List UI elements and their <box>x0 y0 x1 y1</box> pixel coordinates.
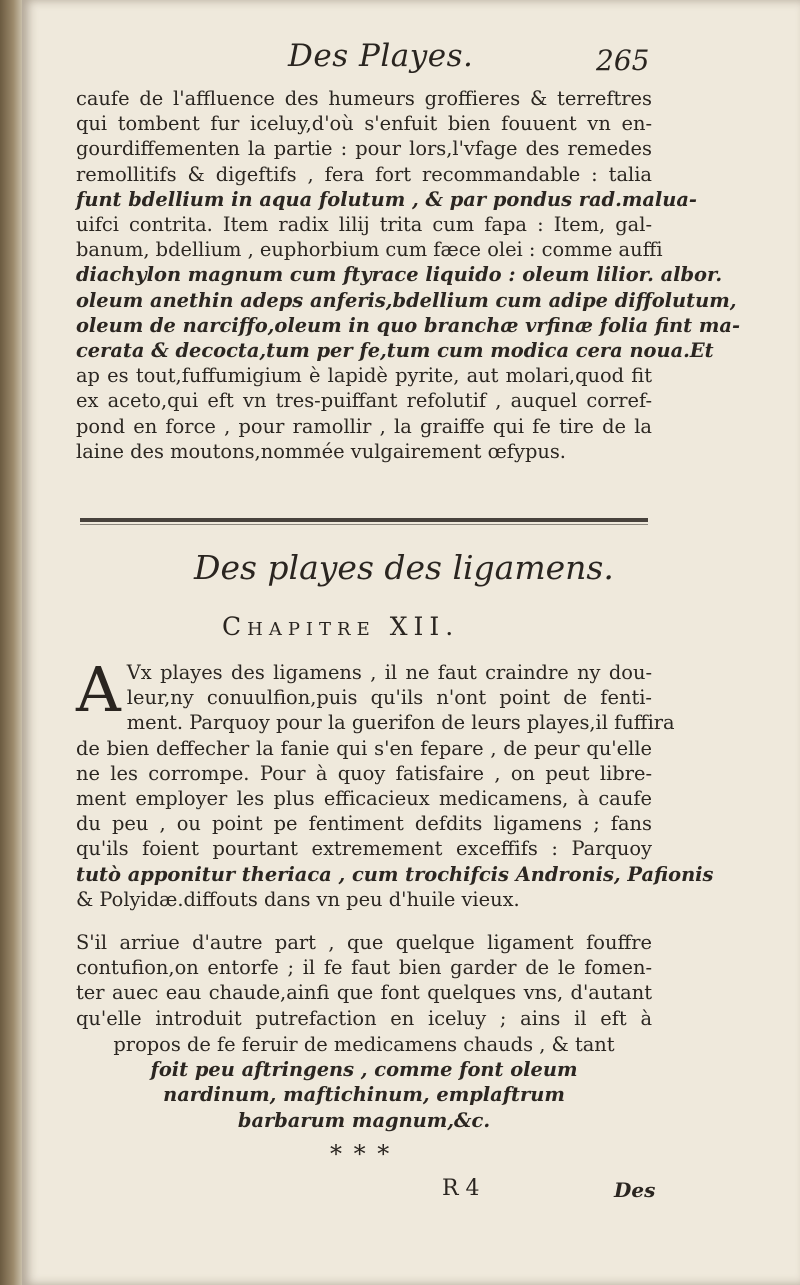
text-line: remollitifs & digeftifs , fera fort recommandable : talia <box>76 162 652 186</box>
text-line: nardinum, maftichinum, emplaftrum <box>163 1083 565 1107</box>
page-number: 265 <box>596 44 650 77</box>
text-line: banum, bdellium , euphorbium cum fæce olei : comme auffi <box>76 238 663 262</box>
paragraph-1 <box>76 86 740 464</box>
text-line: S'il arriue d'autre part , que quelque ligament fouffre <box>76 931 652 954</box>
drop-capital: A <box>76 653 121 726</box>
text-line: qu'elle introduit putrefaction en iceluy ; ains il eft à <box>76 1006 652 1030</box>
paragraph-2 <box>76 653 714 912</box>
text-line: ter auec eau chaude,ainfi que font quelques vns, d'autant <box>76 981 652 1005</box>
text-line: ap es tout,fuffumigium è lapidè pyrite, aut molari,quod fit <box>76 364 652 388</box>
asterism-ornament: * * * <box>330 1140 392 1168</box>
section-title: Des playes des ligamens. <box>194 548 614 587</box>
section-divider-rule <box>80 518 648 522</box>
text-line: tutò apponitur theriaca , cum trochifcis Andronis, Pafionis <box>76 862 714 886</box>
text-line: propos de fe feruir de medicamens chauds , & tant <box>113 1033 615 1056</box>
paragraph-3-tail <box>76 1032 652 1133</box>
text-line: ne les corrompe. Pour à quoy fatisfaire , on peut libre- <box>76 761 652 785</box>
text-line: barbarum magnum,&c. <box>237 1108 491 1132</box>
book-binding <box>0 0 22 1285</box>
signature-mark: R 4 <box>442 1176 480 1201</box>
text-line: contufion,on entorfe ; il fe faut bien garder de le fomen- <box>76 956 652 980</box>
running-head-title: Des Playes. <box>288 38 474 74</box>
text-line: qu'ils foient pourtant extremement exceffifs : Parquoy <box>76 837 652 861</box>
text-line: qui tombent fur iceluy,d'où s'enfuit bien fouuent vn en- <box>76 112 652 136</box>
text-line: cerata & decocta,tum per fe,tum cum modica cera noua.Et <box>76 339 714 363</box>
text-line: ment. Parquoy pour la guerifon de leurs playes,il fuffira <box>126 711 675 735</box>
text-line: funt bdellium in aqua folutum , & par pondus rad.malua- <box>76 187 697 211</box>
text-line: pond en force , pour ramollir , la graiffe qui fe tire de la <box>76 414 652 438</box>
text-line: leur,ny conuulfion,puis qu'ils n'ont point de fenti- <box>126 686 652 710</box>
text-line: de bien deffecher la fanie qui s'en fepare , de peur qu'elle <box>76 736 652 760</box>
text-line: Vx playes des ligamens , il ne faut craindre ny dou- <box>126 661 652 684</box>
text-line: foit peu aftringens , comme font oleum <box>150 1058 578 1082</box>
section-divider-hairline <box>80 524 648 525</box>
chapter-heading: Chapitre XII. <box>222 612 460 641</box>
text-line: & Polyidæ.diffouts dans vn peu d'huile vieux. <box>76 887 520 911</box>
text-line: diachylon magnum cum ftyrace liquido : oleum lilior. albor. <box>76 263 723 287</box>
text-line: uifci contrita. Item radix lilij trita cum fapa : Item, gal- <box>76 213 652 237</box>
text-line: gourdiffementen la partie : pour lors,l'vfage des remedes <box>76 137 652 161</box>
catchword: Des <box>614 1178 656 1202</box>
text-line: ex aceto,qui eft vn tres-puiffant refolutif , auquel corref- <box>76 389 652 413</box>
text-line: laine des moutons,nommée vulgairement œfypus. <box>76 439 566 463</box>
text-line: du peu , ou point pe fentiment defdits ligamens ; fans <box>76 812 652 836</box>
paragraph-3 <box>76 930 652 1031</box>
text-line: oleum de narciffo,oleum in quo branchæ vrfinæ folia fint ma- <box>76 313 740 337</box>
text-line: caufe de l'affluence des humeurs groffieres & terreftres <box>76 87 652 110</box>
text-line: ment employer les plus efficacieux medicamens, à caufe <box>76 787 652 811</box>
text-line: oleum anethin adeps anferis,bdellium cum adipe diffolutum, <box>76 288 737 312</box>
